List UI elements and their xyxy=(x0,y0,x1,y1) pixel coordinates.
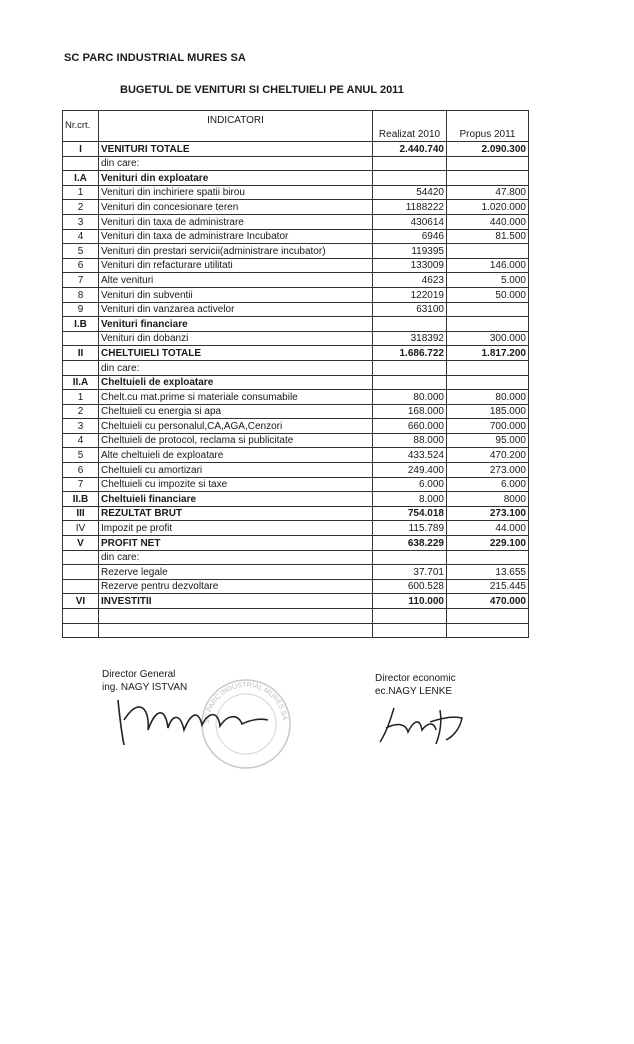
cell-propus: 13.655 xyxy=(447,565,529,580)
table-row xyxy=(63,185,529,200)
cell-realizat: 63100 xyxy=(373,302,447,317)
cell-realizat: 119395 xyxy=(373,244,447,259)
cell-propus: 273.000 xyxy=(447,463,529,478)
cell-realizat xyxy=(373,375,447,390)
cell-propus: 8000 xyxy=(447,492,529,507)
cell-propus: 470.000 xyxy=(447,594,529,609)
cell-indicator xyxy=(99,623,373,638)
cell-nr: 6 xyxy=(63,463,99,478)
stamp-text: SC PARC INDUSTRIAL MURES SA xyxy=(203,681,288,725)
cell-propus: 700.000 xyxy=(447,419,529,434)
cell-realizat: 8.000 xyxy=(373,492,447,507)
cell-realizat: 600.528 xyxy=(373,579,447,594)
cell-indicator: Cheltuieli cu impozite si taxe xyxy=(99,477,373,492)
table-row xyxy=(63,214,529,229)
cell-realizat: 168.000 xyxy=(373,404,447,419)
handwritten-signature xyxy=(110,690,280,750)
cell-indicator: din care: xyxy=(99,156,373,171)
cell-realizat: 430614 xyxy=(373,214,447,229)
cell-realizat xyxy=(373,317,447,332)
cell-indicator: Alte cheltuieli de exploatare xyxy=(99,448,373,463)
cell-realizat xyxy=(373,156,447,171)
table-row xyxy=(63,375,529,390)
cell-propus: 80.000 xyxy=(447,390,529,405)
cell-indicator: Venituri din dobanzi xyxy=(99,331,373,346)
table-row xyxy=(63,390,529,405)
cell-propus: 470.200 xyxy=(447,448,529,463)
table-row xyxy=(63,594,529,609)
table-row xyxy=(63,156,529,171)
cell-realizat: 2.440.740 xyxy=(373,142,447,157)
table-row xyxy=(63,492,529,507)
cell-nr: IV xyxy=(63,521,99,536)
table-row xyxy=(63,536,529,551)
cell-indicator: CHELTUIELI TOTALE xyxy=(99,346,373,361)
cell-nr xyxy=(63,609,99,624)
cell-propus: 50.000 xyxy=(447,287,529,302)
cell-indicator: Cheltuieli financiare xyxy=(99,492,373,507)
budget-table xyxy=(62,110,529,638)
cell-realizat: 110.000 xyxy=(373,594,447,609)
table-row xyxy=(63,404,529,419)
cell-nr: I.B xyxy=(63,317,99,332)
cell-nr: 5 xyxy=(63,448,99,463)
cell-nr xyxy=(63,623,99,638)
cell-nr: II xyxy=(63,346,99,361)
cell-nr: I xyxy=(63,142,99,157)
table-row xyxy=(63,360,529,375)
cell-nr: II.A xyxy=(63,375,99,390)
cell-propus: 300.000 xyxy=(447,331,529,346)
cell-propus xyxy=(447,609,529,624)
cell-propus xyxy=(447,623,529,638)
cell-nr: 9 xyxy=(63,302,99,317)
cell-indicator: Venituri financiare xyxy=(99,317,373,332)
cell-indicator: Cheltuieli de protocol, reclama si publicitate xyxy=(99,433,373,448)
cell-indicator: VENITURI TOTALE xyxy=(99,142,373,157)
header-nr: Nr.crt. xyxy=(63,111,99,142)
cell-indicator: Alte venituri xyxy=(99,273,373,288)
cell-propus: 81.500 xyxy=(447,229,529,244)
table-row xyxy=(63,142,529,157)
signature-role: Director General xyxy=(102,669,176,680)
cell-propus: 229.100 xyxy=(447,536,529,551)
cell-nr: 4 xyxy=(63,433,99,448)
cell-propus xyxy=(447,317,529,332)
cell-indicator: Venituri din inchiriere spatii birou xyxy=(99,185,373,200)
cell-nr: 2 xyxy=(63,404,99,419)
cell-realizat: 318392 xyxy=(373,331,447,346)
table-row xyxy=(63,244,529,259)
signature-role: Director economic xyxy=(375,673,456,684)
cell-indicator: Rezerve legale xyxy=(99,565,373,580)
table-row xyxy=(63,346,529,361)
cell-nr: 1 xyxy=(63,185,99,200)
cell-nr: 2 xyxy=(63,200,99,215)
table-row xyxy=(63,550,529,565)
cell-nr: 1 xyxy=(63,390,99,405)
cell-indicator: din care: xyxy=(99,550,373,565)
cell-propus: 95.000 xyxy=(447,433,529,448)
cell-indicator: Cheltuieli cu energia si apa xyxy=(99,404,373,419)
cell-nr: 7 xyxy=(63,273,99,288)
table-body xyxy=(63,142,529,638)
cell-realizat xyxy=(373,550,447,565)
cell-realizat: 88.000 xyxy=(373,433,447,448)
table-row xyxy=(63,273,529,288)
cell-propus: 2.090.300 xyxy=(447,142,529,157)
cell-propus: 5.000 xyxy=(447,273,529,288)
table-row xyxy=(63,433,529,448)
cell-nr: II.B xyxy=(63,492,99,507)
cell-indicator: Venituri din taxa de administrare xyxy=(99,214,373,229)
cell-realizat: 80.000 xyxy=(373,390,447,405)
cell-nr: 3 xyxy=(63,214,99,229)
header-realizat: Realizat 2010 xyxy=(373,111,447,142)
table-row xyxy=(63,287,529,302)
cell-propus: 273.100 xyxy=(447,506,529,521)
cell-realizat xyxy=(373,623,447,638)
cell-nr xyxy=(63,579,99,594)
table-row xyxy=(63,477,529,492)
cell-indicator xyxy=(99,609,373,624)
table-row xyxy=(63,521,529,536)
cell-realizat: 1.686.722 xyxy=(373,346,447,361)
cell-nr xyxy=(63,156,99,171)
cell-propus: 6.000 xyxy=(447,477,529,492)
cell-propus: 1.817.200 xyxy=(447,346,529,361)
table-row xyxy=(63,623,529,638)
cell-nr: I.A xyxy=(63,171,99,186)
cell-nr: 4 xyxy=(63,229,99,244)
cell-nr: 7 xyxy=(63,477,99,492)
cell-nr: 3 xyxy=(63,419,99,434)
header-indicatori: INDICATORI xyxy=(99,111,373,142)
cell-indicator: Venituri din refacturare utilitati xyxy=(99,258,373,273)
table-row xyxy=(63,463,529,478)
table-row xyxy=(63,200,529,215)
cell-realizat: 54420 xyxy=(373,185,447,200)
cell-nr: 6 xyxy=(63,258,99,273)
signature-name: ing. NAGY ISTVAN xyxy=(102,682,188,693)
cell-realizat: 133009 xyxy=(373,258,447,273)
cell-realizat: 1188222 xyxy=(373,200,447,215)
cell-indicator: Venituri din vanzarea activelor xyxy=(99,302,373,317)
cell-realizat xyxy=(373,609,447,624)
table-header-row xyxy=(63,111,529,142)
cell-propus xyxy=(447,244,529,259)
table-row xyxy=(63,302,529,317)
cell-indicator: Venituri din prestari servicii(administrare incubator) xyxy=(99,244,373,259)
cell-nr xyxy=(63,331,99,346)
cell-propus xyxy=(447,156,529,171)
cell-indicator: Venituri din subventii xyxy=(99,287,373,302)
cell-indicator: Cheltuieli cu amortizari xyxy=(99,463,373,478)
cell-propus xyxy=(447,375,529,390)
cell-indicator: din care: xyxy=(99,360,373,375)
cell-indicator: Rezerve pentru dezvoltare xyxy=(99,579,373,594)
cell-realizat: 6946 xyxy=(373,229,447,244)
cell-propus: 215.445 xyxy=(447,579,529,594)
cell-realizat: 122019 xyxy=(373,287,447,302)
table-row xyxy=(63,579,529,594)
cell-realizat: 6.000 xyxy=(373,477,447,492)
cell-realizat: 249.400 xyxy=(373,463,447,478)
cell-realizat: 638.229 xyxy=(373,536,447,551)
cell-indicator: REZULTAT BRUT xyxy=(99,506,373,521)
cell-realizat: 433.524 xyxy=(373,448,447,463)
cell-nr: V xyxy=(63,536,99,551)
handwritten-signature xyxy=(370,700,470,750)
cell-propus: 1.020.000 xyxy=(447,200,529,215)
header-propus: Propus 2011 xyxy=(447,111,529,142)
table-row xyxy=(63,506,529,521)
signature-name: ec.NAGY LENKE xyxy=(375,686,453,697)
cell-propus xyxy=(447,302,529,317)
cell-propus xyxy=(447,550,529,565)
cell-propus: 185.000 xyxy=(447,404,529,419)
cell-realizat: 4623 xyxy=(373,273,447,288)
table-row xyxy=(63,331,529,346)
table-row xyxy=(63,609,529,624)
cell-indicator: Venituri din concesionare teren xyxy=(99,200,373,215)
cell-propus: 47.800 xyxy=(447,185,529,200)
document-title: BUGETUL DE VENITURI SI CHELTUIELI PE ANUL 2011 xyxy=(120,84,404,96)
cell-realizat: 660.000 xyxy=(373,419,447,434)
cell-indicator: Impozit pe profit xyxy=(99,521,373,536)
cell-indicator: Venituri din taxa de administrare Incubator xyxy=(99,229,373,244)
cell-indicator: Venituri din exploatare xyxy=(99,171,373,186)
cell-realizat: 754.018 xyxy=(373,506,447,521)
table-row xyxy=(63,448,529,463)
cell-realizat: 115.789 xyxy=(373,521,447,536)
cell-nr xyxy=(63,565,99,580)
cell-nr xyxy=(63,550,99,565)
company-name: SC PARC INDUSTRIAL MURES SA xyxy=(64,52,246,64)
table-row xyxy=(63,258,529,273)
table-row xyxy=(63,419,529,434)
cell-indicator: INVESTITII xyxy=(99,594,373,609)
cell-propus: 440.000 xyxy=(447,214,529,229)
table-row xyxy=(63,171,529,186)
cell-nr: 5 xyxy=(63,244,99,259)
cell-indicator: Chelt.cu mat.prime si materiale consumabile xyxy=(99,390,373,405)
cell-nr xyxy=(63,360,99,375)
cell-propus xyxy=(447,171,529,186)
cell-nr: III xyxy=(63,506,99,521)
cell-realizat xyxy=(373,360,447,375)
cell-indicator: PROFIT NET xyxy=(99,536,373,551)
table-row xyxy=(63,317,529,332)
cell-nr: VI xyxy=(63,594,99,609)
cell-propus: 44.000 xyxy=(447,521,529,536)
cell-realizat xyxy=(373,171,447,186)
table-row xyxy=(63,565,529,580)
cell-indicator: Cheltuieli cu personalul,CA,AGA,Cenzori xyxy=(99,419,373,434)
cell-propus: 146.000 xyxy=(447,258,529,273)
signature-block-economic xyxy=(375,672,456,698)
cell-indicator: Cheltuieli de exploatare xyxy=(99,375,373,390)
cell-propus xyxy=(447,360,529,375)
table-row xyxy=(63,229,529,244)
cell-realizat: 37.701 xyxy=(373,565,447,580)
cell-nr: 8 xyxy=(63,287,99,302)
